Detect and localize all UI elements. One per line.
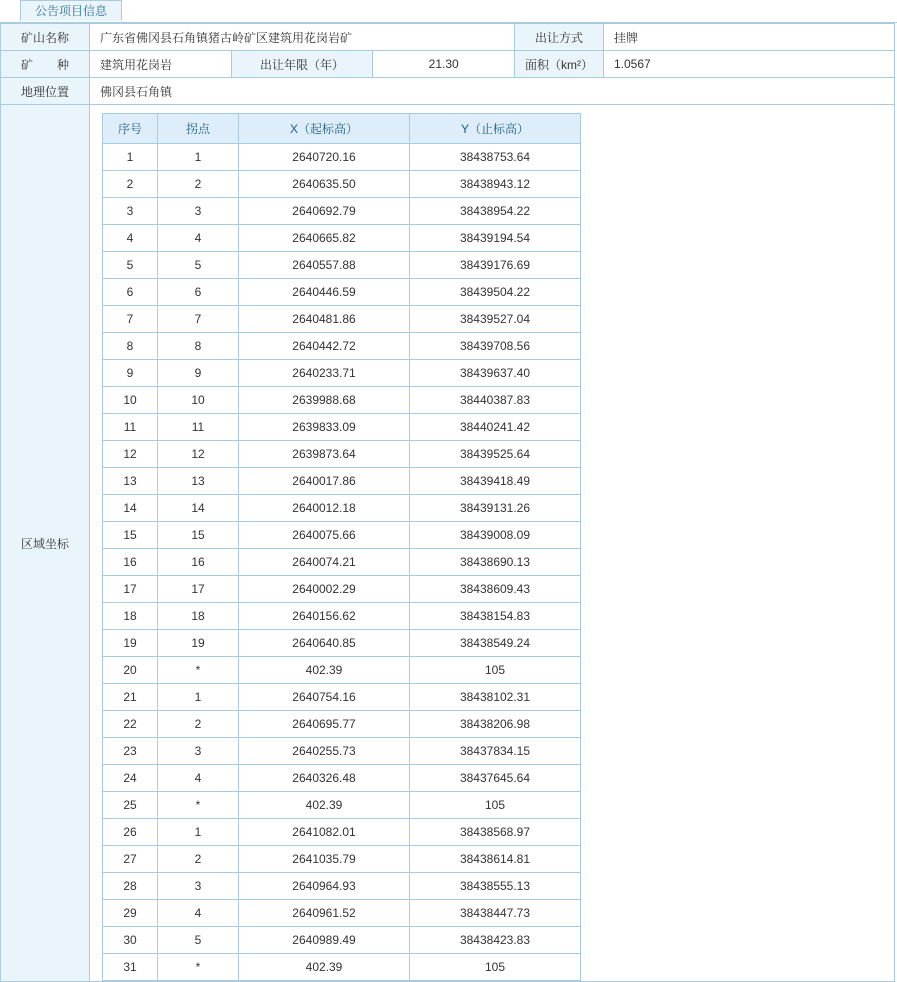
cell-index: 2 [103, 171, 158, 198]
table-row [1, 105, 895, 982]
cell-y: 38438447.73 [410, 900, 581, 927]
cell-turning-point: 3 [158, 873, 239, 900]
cell-y: 38439708.56 [410, 333, 581, 360]
mineral-type-value: 建筑用花岗岩 [90, 51, 232, 78]
table-row [103, 603, 581, 630]
term-value: 21.30 [373, 51, 515, 78]
cell-x: 2640074.21 [239, 549, 410, 576]
cell-y: 38438568.97 [410, 819, 581, 846]
table-row [103, 873, 581, 900]
cell-x: 402.39 [239, 657, 410, 684]
cell-x: 2640964.93 [239, 873, 410, 900]
cell-turning-point: 15 [158, 522, 239, 549]
table-row [103, 414, 581, 441]
cell-index: 14 [103, 495, 158, 522]
cell-x: 2640442.72 [239, 333, 410, 360]
cell-index: 28 [103, 873, 158, 900]
cell-y: 38439525.64 [410, 441, 581, 468]
cell-turning-point: 14 [158, 495, 239, 522]
cell-y: 105 [410, 954, 581, 981]
cell-index: 30 [103, 927, 158, 954]
cell-x: 2640640.85 [239, 630, 410, 657]
cell-turning-point: * [158, 657, 239, 684]
col-header-y: Y（止标高） [410, 114, 581, 144]
cell-index: 16 [103, 549, 158, 576]
cell-turning-point: 8 [158, 333, 239, 360]
region-coords-label: 区域坐标 [1, 105, 90, 982]
table-row [103, 819, 581, 846]
cell-x: 2640989.49 [239, 927, 410, 954]
coordinates-body [103, 144, 581, 981]
cell-y: 38439131.26 [410, 495, 581, 522]
table-row [103, 549, 581, 576]
panel-header [0, 0, 897, 23]
coordinates-table [102, 113, 581, 981]
cell-index: 18 [103, 603, 158, 630]
location-label: 地理位置 [1, 78, 90, 105]
table-row [103, 333, 581, 360]
coordinates-header-row [103, 114, 581, 144]
cell-index: 19 [103, 630, 158, 657]
mine-name-label: 矿山名称 [1, 24, 90, 51]
cell-x: 2640754.16 [239, 684, 410, 711]
cell-y: 38438549.24 [410, 630, 581, 657]
cell-x: 2641035.79 [239, 846, 410, 873]
table-row [1, 51, 895, 78]
table-row [103, 252, 581, 279]
cell-y: 38439637.40 [410, 360, 581, 387]
cell-turning-point: 2 [158, 171, 239, 198]
cell-x: 2640720.16 [239, 144, 410, 171]
location-value: 佛冈县石角镇 [90, 78, 895, 105]
table-row [1, 78, 895, 105]
area-label: 面积（km²） [515, 51, 604, 78]
cell-x: 2640233.71 [239, 360, 410, 387]
cell-x: 2640557.88 [239, 252, 410, 279]
cell-turning-point: 17 [158, 576, 239, 603]
cell-index: 9 [103, 360, 158, 387]
table-row [103, 171, 581, 198]
cell-index: 21 [103, 684, 158, 711]
cell-turning-point: * [158, 954, 239, 981]
mine-name-value: 广东省佛冈县石角镇猪古岭矿区建筑用花岗岩矿 [90, 24, 515, 51]
cell-turning-point: 4 [158, 765, 239, 792]
cell-index: 27 [103, 846, 158, 873]
cell-index: 10 [103, 387, 158, 414]
cell-y: 38439527.04 [410, 306, 581, 333]
cell-index: 5 [103, 252, 158, 279]
cell-x: 2641082.01 [239, 819, 410, 846]
cell-turning-point: 4 [158, 225, 239, 252]
table-row [103, 522, 581, 549]
table-row [103, 225, 581, 252]
cell-x: 2640446.59 [239, 279, 410, 306]
cell-y: 38439008.09 [410, 522, 581, 549]
cell-turning-point: 13 [158, 468, 239, 495]
col-header-x: X（起标高） [239, 114, 410, 144]
cell-index: 3 [103, 198, 158, 225]
cell-y: 38440387.83 [410, 387, 581, 414]
cell-y: 38438423.83 [410, 927, 581, 954]
cell-x: 2640695.77 [239, 711, 410, 738]
cell-x: 2639833.09 [239, 414, 410, 441]
cell-y: 38437645.64 [410, 765, 581, 792]
cell-index: 31 [103, 954, 158, 981]
cell-turning-point: 12 [158, 441, 239, 468]
cell-y: 38438102.31 [410, 684, 581, 711]
cell-x: 402.39 [239, 792, 410, 819]
cell-y: 38439418.49 [410, 468, 581, 495]
table-row [103, 846, 581, 873]
cell-y: 38438690.13 [410, 549, 581, 576]
area-value: 1.0567 [604, 51, 895, 78]
cell-turning-point: 1 [158, 684, 239, 711]
table-row [103, 900, 581, 927]
table-row [103, 630, 581, 657]
cell-x: 2640156.62 [239, 603, 410, 630]
cell-y: 38438154.83 [410, 603, 581, 630]
table-row [103, 954, 581, 981]
cell-index: 12 [103, 441, 158, 468]
cell-x: 2640481.86 [239, 306, 410, 333]
cell-index: 26 [103, 819, 158, 846]
cell-index: 8 [103, 333, 158, 360]
cell-y: 38438943.12 [410, 171, 581, 198]
cell-turning-point: * [158, 792, 239, 819]
region-coords-cell [90, 105, 895, 982]
table-row [103, 738, 581, 765]
cell-index: 20 [103, 657, 158, 684]
cell-x: 2640961.52 [239, 900, 410, 927]
cell-turning-point: 5 [158, 252, 239, 279]
cell-turning-point: 10 [158, 387, 239, 414]
table-row [1, 24, 895, 51]
transfer-mode-label: 出让方式 [515, 24, 604, 51]
cell-turning-point: 5 [158, 927, 239, 954]
cell-y: 105 [410, 657, 581, 684]
cell-index: 23 [103, 738, 158, 765]
cell-x: 2640692.79 [239, 198, 410, 225]
table-row [103, 927, 581, 954]
cell-turning-point: 18 [158, 603, 239, 630]
cell-y: 38438954.22 [410, 198, 581, 225]
cell-x: 2640326.48 [239, 765, 410, 792]
cell-index: 29 [103, 900, 158, 927]
cell-index: 15 [103, 522, 158, 549]
cell-turning-point: 3 [158, 738, 239, 765]
table-row [103, 198, 581, 225]
cell-index: 1 [103, 144, 158, 171]
cell-x: 2640017.86 [239, 468, 410, 495]
cell-turning-point: 16 [158, 549, 239, 576]
cell-x: 2640255.73 [239, 738, 410, 765]
cell-index: 17 [103, 576, 158, 603]
cell-x: 2639988.68 [239, 387, 410, 414]
cell-y: 38439504.22 [410, 279, 581, 306]
cell-y: 38437834.15 [410, 738, 581, 765]
table-row [103, 792, 581, 819]
table-row [103, 441, 581, 468]
tab-announcement-project-info[interactable]: 公告项目信息 [20, 0, 122, 21]
cell-x: 2639873.64 [239, 441, 410, 468]
transfer-mode-value: 挂牌 [604, 24, 895, 51]
cell-y: 105 [410, 792, 581, 819]
cell-turning-point: 1 [158, 819, 239, 846]
cell-x: 2640012.18 [239, 495, 410, 522]
cell-turning-point: 19 [158, 630, 239, 657]
cell-index: 7 [103, 306, 158, 333]
cell-index: 25 [103, 792, 158, 819]
cell-y: 38439194.54 [410, 225, 581, 252]
table-row [103, 468, 581, 495]
cell-index: 24 [103, 765, 158, 792]
term-label: 出让年限（年） [231, 51, 373, 78]
cell-turning-point: 7 [158, 306, 239, 333]
cell-turning-point: 2 [158, 846, 239, 873]
cell-x: 2640075.66 [239, 522, 410, 549]
cell-y: 38438206.98 [410, 711, 581, 738]
table-row [103, 279, 581, 306]
cell-y: 38438609.43 [410, 576, 581, 603]
cell-y: 38438753.64 [410, 144, 581, 171]
cell-index: 6 [103, 279, 158, 306]
cell-y: 38440241.42 [410, 414, 581, 441]
cell-index: 4 [103, 225, 158, 252]
cell-y: 38439176.69 [410, 252, 581, 279]
cell-turning-point: 4 [158, 900, 239, 927]
cell-turning-point: 3 [158, 198, 239, 225]
col-header-index: 序号 [103, 114, 158, 144]
table-row [103, 657, 581, 684]
cell-y: 38438555.13 [410, 873, 581, 900]
col-header-turning-point: 拐点 [158, 114, 239, 144]
cell-turning-point: 2 [158, 711, 239, 738]
mineral-type-label: 矿 种 [1, 51, 90, 78]
table-row [103, 360, 581, 387]
cell-index: 22 [103, 711, 158, 738]
table-row [103, 711, 581, 738]
table-row [103, 765, 581, 792]
cell-x: 2640665.82 [239, 225, 410, 252]
table-row [103, 144, 581, 171]
table-row [103, 387, 581, 414]
cell-y: 38438614.81 [410, 846, 581, 873]
table-row [103, 495, 581, 522]
cell-turning-point: 6 [158, 279, 239, 306]
cell-turning-point: 11 [158, 414, 239, 441]
cell-index: 11 [103, 414, 158, 441]
cell-turning-point: 9 [158, 360, 239, 387]
cell-x: 402.39 [239, 954, 410, 981]
table-row [103, 576, 581, 603]
cell-x: 2640002.29 [239, 576, 410, 603]
cell-turning-point: 1 [158, 144, 239, 171]
cell-index: 13 [103, 468, 158, 495]
project-info-table [0, 23, 895, 982]
table-row [103, 306, 581, 333]
cell-x: 2640635.50 [239, 171, 410, 198]
table-row [103, 684, 581, 711]
